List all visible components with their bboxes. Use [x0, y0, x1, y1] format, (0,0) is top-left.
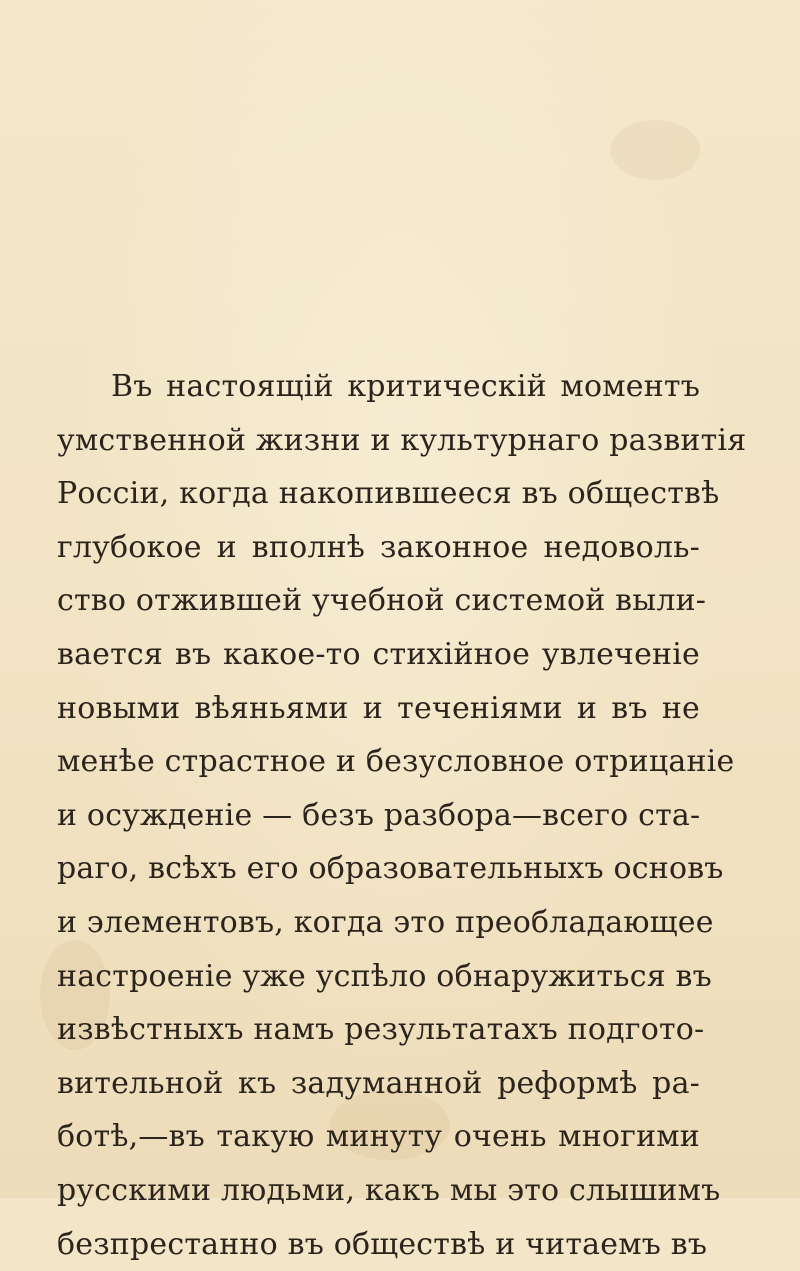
text-line: и осужденіе — безъ разбора—всего ста- [57, 789, 700, 843]
text-line: Въ настоящій критическій моментъ [57, 360, 700, 414]
text-line: раго, всѣхъ его образовательныхъ основъ [57, 842, 700, 896]
text-line: настроеніе уже успѣло обнаружиться въ [57, 950, 700, 1004]
text-line: безпрестанно въ обществѣ и читаемъ въ [57, 1218, 700, 1271]
text-line: русскими людьми, какъ мы это слышимъ [57, 1164, 700, 1218]
paper-stain [610, 120, 700, 180]
text-line: ство отжившей учебной системой выли- [57, 574, 700, 628]
text-line: вается въ какое-то стихійное увлеченіе [57, 628, 700, 682]
text-line: извѣстныхъ намъ результатахъ подгото- [57, 1003, 700, 1057]
text-line: умственной жизни и культурнаго развитія [57, 414, 700, 468]
text-line: ботѣ,—въ такую минуту очень многими [57, 1110, 700, 1164]
text-line: Россіи, когда накопившееся въ обществѣ [57, 467, 700, 521]
text-line: и элементовъ, когда это преобладающее [57, 896, 700, 950]
text-line: менѣе страстное и безусловное отрицаніе [57, 735, 700, 789]
body-text [57, 360, 700, 1271]
text-line: новыми вѣяньями и теченіями и въ не [57, 682, 700, 736]
text-line: вительной къ задуманной реформѣ ра- [57, 1057, 700, 1111]
text-line: глубокое и вполнѣ законное недоволь- [57, 521, 700, 575]
